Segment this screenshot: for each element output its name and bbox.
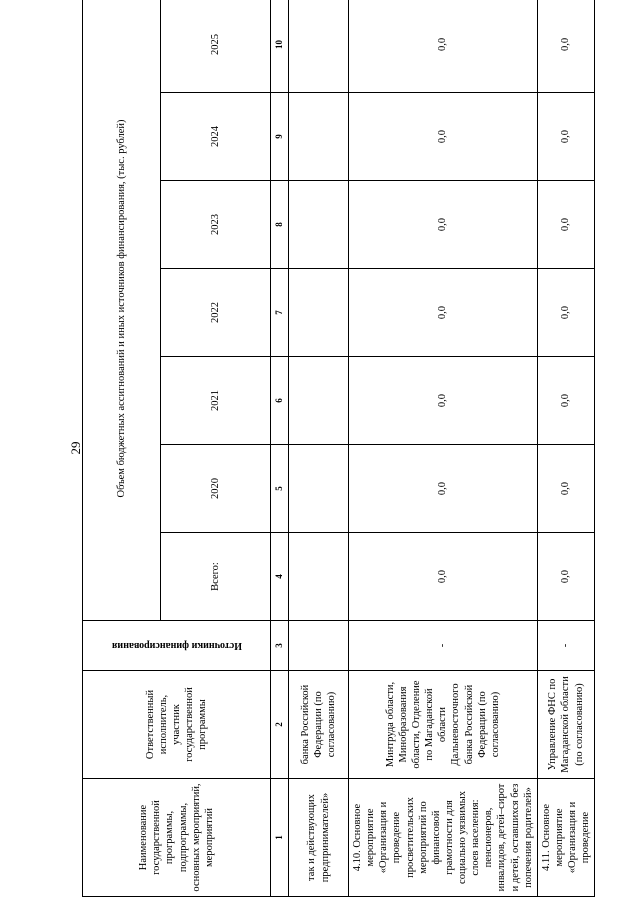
column-number: 2 [271,671,289,779]
row-total: 0,0 [537,533,595,621]
column-number: 7 [271,269,289,357]
row-year-value: 0,0 [349,357,538,445]
row-executor: банка Российской Федерации (по согласованию) [289,671,349,779]
header-year: 2021 [161,357,271,445]
row-year-value: 0,0 [537,0,595,93]
row-year-value [289,93,349,181]
row-year-value [289,357,349,445]
row-source: - [349,621,538,671]
row-year-value: 0,0 [349,181,538,269]
column-number: 6 [271,357,289,445]
column-number: 9 [271,93,289,181]
header-executor: Ответственный исполнитель, участник государственной программы [83,671,271,779]
page-number: 29 [68,441,83,455]
table-row [349,0,538,897]
row-year-value [289,269,349,357]
header-year: 2025 [161,0,271,93]
row-year-value: 0,0 [537,445,595,533]
column-number: 4 [271,533,289,621]
row-name: 4.11. Основное мероприятие «Организация и проведение [537,779,595,897]
landscape-sheet [82,7,592,897]
row-source: - [537,621,595,671]
row-total [289,533,349,621]
row-total: 0,0 [349,533,538,621]
row-name: так и действующих предпринимателей» [289,779,349,897]
row-year-value: 0,0 [349,445,538,533]
header-year: 2020 [161,445,271,533]
row-source [289,621,349,671]
row-year-value: 0,0 [537,181,595,269]
row-year-value: 0,0 [349,0,538,93]
header-year: 2022 [161,269,271,357]
header-name: Наименование государственной программы, подпрограммы, основных мероприятий, мероприятий [83,779,271,897]
header-source-text: Источники финансирования [111,640,242,652]
column-number: 8 [271,181,289,269]
row-year-value: 0,0 [537,269,595,357]
column-number: 5 [271,445,289,533]
row-year-value: 0,0 [537,93,595,181]
table-row [537,0,595,897]
row-year-value [289,181,349,269]
column-number-row [271,0,289,897]
row-year-value: 0,0 [349,93,538,181]
row-name: 4.10. Основное мероприятие «Организация и проведение просветительских мероприятий по финансовой грамотности для социально уязвимых слоев населения: пенсионеров, инвалидов, детей–сирот и детей, оставшихся без попечения родителей» [349,779,538,897]
row-executor: Управление ФНС по Магаданской области (по согласованию) [537,671,595,779]
row-year-value [289,0,349,93]
header-total: Всего: [161,533,271,621]
header-year: 2023 [161,181,271,269]
column-number: 3 [271,621,289,671]
header-volume: Объем бюджетных ассигнований и иных источников финансирования, (тыс. рублей) [83,0,161,621]
row-year-value [289,445,349,533]
column-number: 10 [271,0,289,93]
table-row [289,0,349,897]
header-year: 2024 [161,93,271,181]
header-source [83,621,271,671]
column-number: 1 [271,779,289,897]
financing-table [82,0,595,897]
row-executor: Минтруда области, Минобразования области, Отделение по Магаданской области Дальневосточного банка Российской Федерации (по согласованию) [349,671,538,779]
row-year-value: 0,0 [537,357,595,445]
row-year-value: 0,0 [349,269,538,357]
header-row [83,0,161,897]
